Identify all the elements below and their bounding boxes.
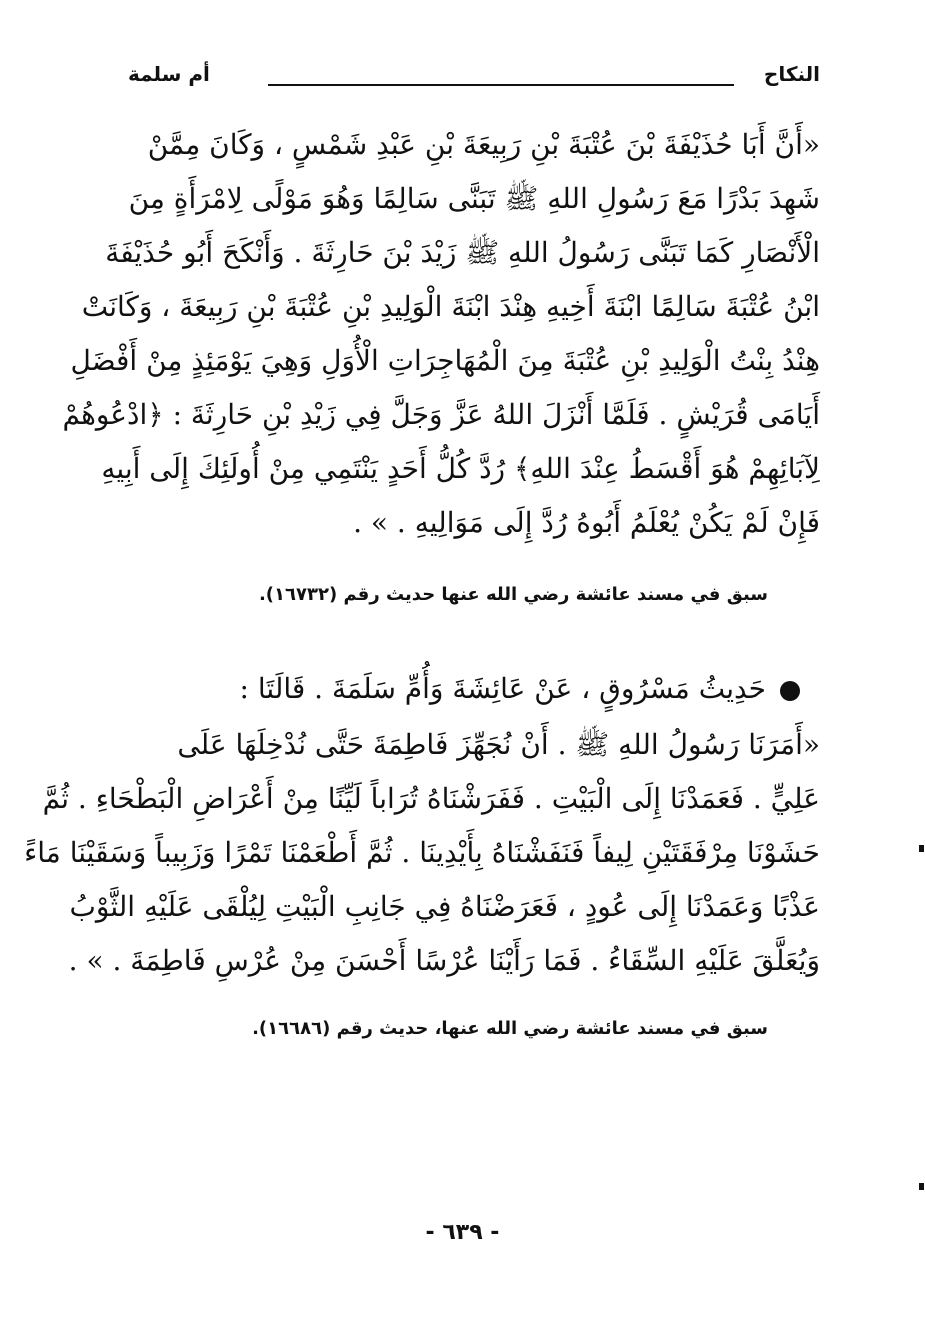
bullet-icon (780, 681, 800, 701)
scan-mark (919, 845, 924, 852)
text-line: فَإِنْ لَمْ يَكُنْ يُعْلَمُ أَبُوهُ رُدَّ إِلَى مَوَالِيهِ . » . (353, 506, 820, 539)
text-line: ابْنُ عُتْبَةَ سَالِمًا ابْنَةَ أَخِيهِ هِنْدَ ابْنَةَ الْوَلِيدِ بْنِ عُتْبَةَ بْنِ رَبِيعَةَ ، وَكَانَتْ (81, 290, 820, 323)
text-line: عَذْبًا وَعَمَدْنَا إِلَى عُودٍ ، فَعَرَضْنَاهُ فِي جَانِبِ الْبَيْتِ لِيُلْقَى عَلَيْهِ الثَّوْبُ (69, 890, 820, 923)
hadith-1-reference-note: سبق في مسند عائشة رضي الله عنها حديث رقم (١٦٧٣٢). (258, 584, 768, 605)
hadith-1-text (62, 118, 820, 550)
hadith-2-reference-note: سبق في مسند عائشة رضي الله عنها، حديث رقم (١٦٦٨٦). (252, 1018, 768, 1039)
text-line: «أَمَرَنَا رَسُولُ اللهِ ﷺ . أَنْ نُجَهِّزَ فَاطِمَةَ حَتَّى نُدْخِلَهَا عَلَى (177, 728, 820, 761)
text-line: الْأَنْصَارِ كَمَا تَبَنَّى رَسُولُ اللهِ ﷺ زَيْدَ بْنَ حَارِثَةَ . وَأَنْكَحَ أَبُو حُذَيْفَةَ (105, 236, 820, 269)
chapter-title: النكاح (763, 62, 820, 86)
musnad-title: أم سلمة (128, 62, 210, 86)
header-rule (268, 84, 734, 86)
text-line: «أَنَّ أَبَا حُذَيْفَةَ بْنَ عُتْبَةَ بْنِ رَبِيعَةَ بْنِ عَبْدِ شَمْسٍ ، وَكَانَ مِمَّنْ (147, 128, 820, 161)
text-line: هِنْدُ بِنْتُ الْوَلِيدِ بْنِ عُتْبَةَ مِنَ الْمُهَاجِرَاتِ الْأُوَلِ وَهِيَ يَوْمَئِذٍ مِنْ أَفْضَلِ (70, 344, 820, 377)
text-line: شَهِدَ بَدْرًا مَعَ رَسُولِ اللهِ ﷺ تَبَنَّى سَالِمًا وَهُوَ مَوْلًى لِامْرَأَةٍ مِنَ (128, 182, 820, 215)
running-header (128, 62, 820, 102)
hadith-2-text (24, 718, 820, 988)
text-line: عَلِيٍّ . فَعَمَدْنَا إِلَى الْبَيْتِ . فَفَرَشْنَاهُ تُرَاباً لَيِّنًا مِنْ أَعْرَاضِ الْبَطْحَاءِ . ثُمَّ (42, 782, 820, 815)
text-line: أَيَامَى قُرَيْشٍ . فَلَمَّا أَنْزَلَ اللهُ عَزَّ وَجَلَّ فِي زَيْدِ بْنِ حَارِثَةَ : ﴿ادْعُوهُمْ (62, 398, 820, 431)
scan-mark (919, 1183, 924, 1190)
text-line: لِآبَائِهِمْ هُوَ أَقْسَطُ عِنْدَ اللهِ﴾ رُدَّ كُلُّ أَحَدٍ يَنْتَمِي مِنْ أُولَئِكَ إِلَى أَبِيهِ (101, 452, 820, 485)
text-line: حَشَوْنَا مِرْفَقَتَيْنِ لِيفاً فَنَفَشْنَاهُ بِأَيْدِينَا . ثُمَّ أَطْعَمْنَا تَمْرًا وَزَبِيباً وَسَقَيْنَا مَاءً (24, 836, 820, 869)
text-line: وَيُعَلَّقَ عَلَيْهِ السِّقَاءُ . فَمَا رَأَيْنَا عُرْسًا أَحْسَنَ مِنْ عُرْسِ فَاطِمَةَ . » . (68, 944, 820, 977)
hadith-2-heading-text: حَدِيثُ مَسْرُوقٍ ، عَنْ عَائِشَةَ وَأُمِّ سَلَمَةَ . قَالَتَا : (239, 672, 766, 705)
hadith-2-heading (200, 664, 800, 714)
page-number: - ٦٣٩ - (425, 1220, 500, 1245)
